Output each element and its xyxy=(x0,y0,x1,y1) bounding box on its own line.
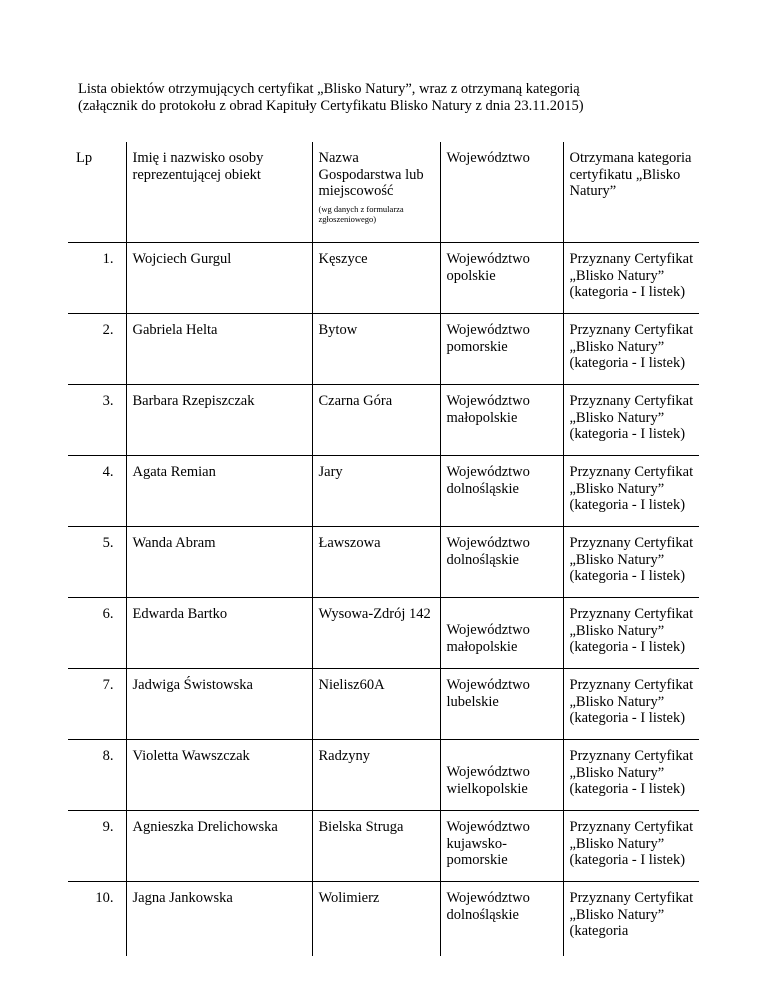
row-category: Przyznany Certyfikat „Blisko Natury” (kategoria - I listek) xyxy=(563,740,699,811)
row-farm: Wolimierz xyxy=(312,882,440,957)
row-region: Województwo dolnośląskie xyxy=(440,882,563,957)
title-line-1: Lista obiektów otrzymujących certyfikat „Blisko Natury”, wraz z otrzymaną kategorią xyxy=(78,81,580,97)
table-row xyxy=(68,882,699,957)
row-name: Jagna Jankowska xyxy=(126,882,312,957)
row-category: Przyznany Certyfikat „Blisko Natury” (kategoria xyxy=(563,882,699,957)
row-name: Barbara Rzepiszczak xyxy=(126,385,312,456)
row-lp: 5. xyxy=(68,527,126,598)
row-farm: Nielisz60A xyxy=(312,669,440,740)
row-category: Przyznany Certyfikat „Blisko Natury” (kategoria - I listek) xyxy=(563,243,699,314)
table-row xyxy=(68,243,699,314)
row-name: Edwarda Bartko xyxy=(126,598,312,669)
row-category: Przyznany Certyfikat „Blisko Natury” (kategoria - I listek) xyxy=(563,669,699,740)
row-category: Przyznany Certyfikat „Blisko Natury” (kategoria - I listek) xyxy=(563,811,699,882)
table-row xyxy=(68,740,699,811)
row-lp: 10. xyxy=(68,882,126,957)
table-row xyxy=(68,314,699,385)
row-farm: Bytow xyxy=(312,314,440,385)
row-lp: 9. xyxy=(68,811,126,882)
row-region xyxy=(440,740,563,811)
title-line-2: (załącznik do protokołu z obrad Kapituły Certyfikatu Blisko Natury z dnia 23.11.2015) xyxy=(78,98,584,114)
row-category: Przyznany Certyfikat „Blisko Natury” (kategoria - I listek) xyxy=(563,527,699,598)
row-name: Jadwiga Świstowska xyxy=(126,669,312,740)
row-name: Violetta Wawszczak xyxy=(126,740,312,811)
row-region: Województwo dolnośląskie xyxy=(440,456,563,527)
header-farm-note: (wg danych z formularza zgłoszeniowego) xyxy=(318,203,404,224)
row-name: Wojciech Gurgul xyxy=(126,243,312,314)
table-row xyxy=(68,598,699,669)
row-name: Agata Remian xyxy=(126,456,312,527)
table-row xyxy=(68,527,699,598)
header-row xyxy=(68,142,699,243)
row-farm: Czarna Góra xyxy=(312,385,440,456)
row-farm: Bielska Struga xyxy=(312,811,440,882)
certificate-table xyxy=(68,142,699,956)
row-farm: Jary xyxy=(312,456,440,527)
row-name: Wanda Abram xyxy=(126,527,312,598)
table-row xyxy=(68,456,699,527)
table-row xyxy=(68,811,699,882)
row-category: Przyznany Certyfikat „Blisko Natury” (kategoria - I listek) xyxy=(563,314,699,385)
row-farm: Radzyny xyxy=(312,740,440,811)
row-region: Województwo opolskie xyxy=(440,243,563,314)
row-lp: 6. xyxy=(68,598,126,669)
header-farm xyxy=(312,142,440,243)
row-farm: Ławszowa xyxy=(312,527,440,598)
header-lp: Lp xyxy=(68,142,126,243)
row-farm: Kęszyce xyxy=(312,243,440,314)
row-region: Województwo kujawsko-pomorskie xyxy=(440,811,563,882)
row-region-text: Województwo małopolskie xyxy=(446,622,530,655)
row-region: Województwo lubelskie xyxy=(440,669,563,740)
row-region: Województwo małopolskie xyxy=(440,385,563,456)
row-category: Przyznany Certyfikat „Blisko Natury” (kategoria - I listek) xyxy=(563,385,699,456)
row-category: Przyznany Certyfikat „Blisko Natury” (kategoria - I listek) xyxy=(563,456,699,527)
row-lp: 4. xyxy=(68,456,126,527)
row-region: Województwo dolnośląskie xyxy=(440,527,563,598)
header-region: Województwo xyxy=(440,142,563,243)
row-region-text: Województwo wielkopolskie xyxy=(446,764,530,797)
row-lp: 1. xyxy=(68,243,126,314)
row-region: Województwo pomorskie xyxy=(440,314,563,385)
row-region xyxy=(440,598,563,669)
row-lp: 3. xyxy=(68,385,126,456)
row-lp: 8. xyxy=(68,740,126,811)
row-name: Agnieszka Drelichowska xyxy=(126,811,312,882)
row-farm: Wysowa-Zdrój 142 xyxy=(312,598,440,669)
document-title xyxy=(78,81,584,115)
table-row xyxy=(68,669,699,740)
header-name: Imię i nazwisko osoby reprezentującej obiekt xyxy=(126,142,312,243)
row-lp: 2. xyxy=(68,314,126,385)
header-farm-label: Nazwa Gospodarstwa lub miejscowość xyxy=(318,150,424,199)
table-row xyxy=(68,385,699,456)
row-category: Przyznany Certyfikat „Blisko Natury” (kategoria - I listek) xyxy=(563,598,699,669)
row-name: Gabriela Helta xyxy=(126,314,312,385)
row-lp: 7. xyxy=(68,669,126,740)
header-category: Otrzymana kategoria certyfikatu „Blisko Natury” xyxy=(563,142,699,243)
